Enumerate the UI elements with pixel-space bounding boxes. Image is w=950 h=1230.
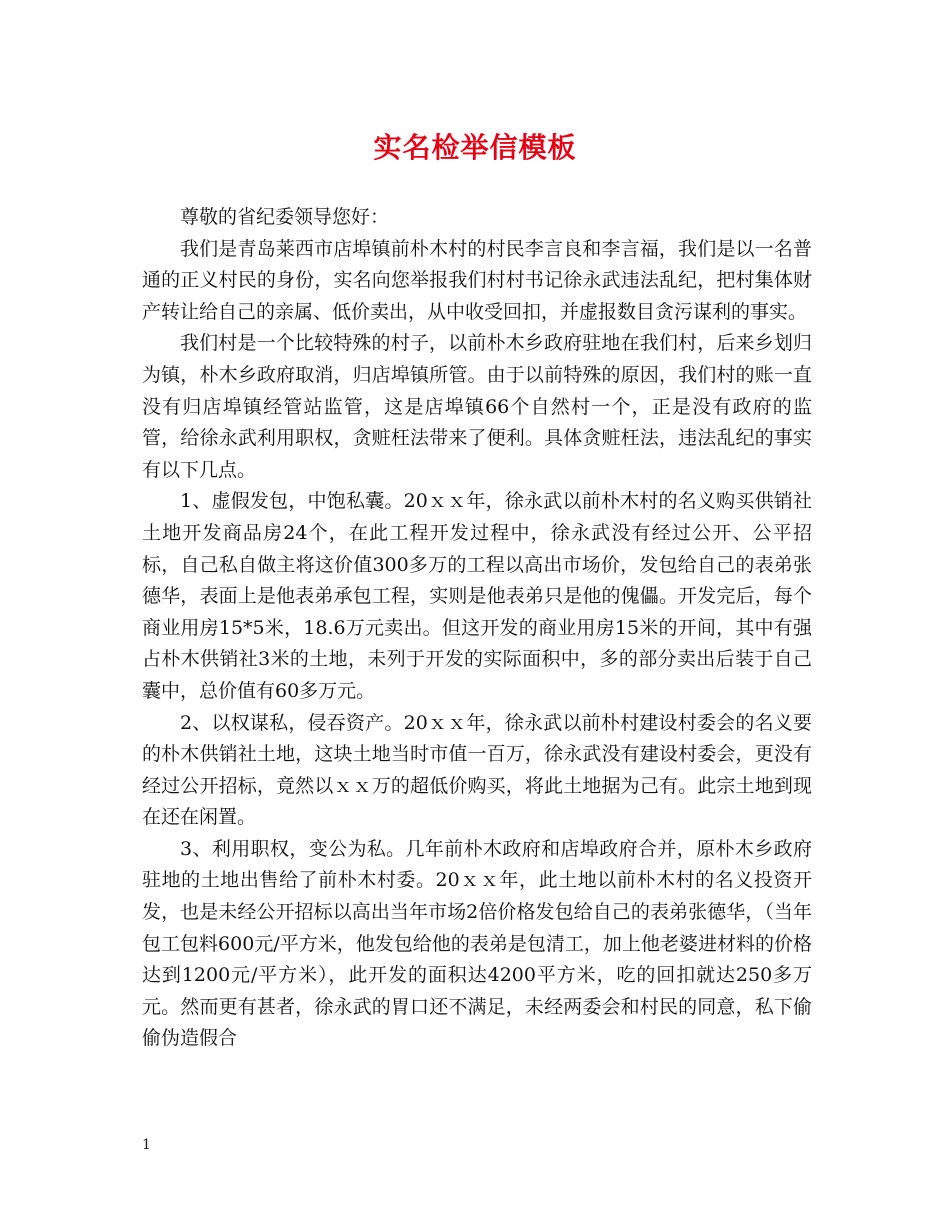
document-title: 实名检举信模板 bbox=[373, 131, 577, 164]
paragraph: 3、利用职权，变公为私。几年前朴木政府和店埠政府合并，原朴木乡政府驻地的土地出售给了前朴木村委。20ｘｘ年，此土地以前朴木村的名义投资开发，也是未经公开招标以高出当年市场2倍价格发包给自己的表弟张德华，（当年包工包料600元/平方米，他发包给他的表弟是包清工，加上他老婆进材料的价格达到1200元/平方米），此开发的面积达4200平方米，吃的回扣就达250多万元。然而更有甚者，徐永武的胃口还不满足，未经两委会和村民的同意，私下偷偷伪造假合 bbox=[142, 837, 812, 1050]
paragraph: 1、虚假发包，中饱私囊。20ｘｘ年，徐永武以前朴木村的名义购买供销社土地开发商品房24个，在此工程开发过程中，徐永武没有经过公开、公平招标，自己私自做主将这价值300多万的工程以高出市场价，发包给自己的表弟张德华，表面上是他表弟承包工程，实则是他表弟只是他的傀儡。开发完后，每个商业用房15*5米，18.6万元卖出。但这开发的商业用房15米的开间，其中有强占朴木供销社3米的土地，未列于开发的实际面积中，多的部分卖出后装于自己囊中，总价值有60多万元。 bbox=[142, 490, 812, 702]
salutation: 尊敬的省纪委领导您好： bbox=[180, 206, 390, 228]
paragraph: 我们是青岛莱西市店埠镇前朴木村的村民李言良和李言福，我们是以一名普通的正义村民的身份，实名向您举报我们村村书记徐永武违法乱纪，把村集体财产转让给自己的亲属、低价卖出，从中收受回扣，并虚报数目贪污谋利的事实。 bbox=[142, 237, 812, 323]
page-number: 1 bbox=[142, 1137, 151, 1153]
paragraph: 我们村是一个比较特殊的村子，以前朴木乡政府驻地在我们村，后来乡划归为镇，朴木乡政府取消，归店埠镇所管。由于以前特殊的原因，我们村的账一直没有归店埠镇经管站监管，这是店埠镇66个自然村一个，正是没有政府的监管，给徐永武利用职权，贪赃枉法带来了便利。具体贪赃枉法，违法乱纪的事实有以下几点。 bbox=[142, 332, 812, 481]
paragraph: 2、以权谋私，侵吞资产。20ｘｘ年，徐永武以前朴村建设村委会的名义要的朴木供销社土地，这块土地当时市值一百万，徐永武没有建设村委会，更没有经过公开招标，竟然以ｘｘ万的超低价购买，将此土地据为己有。此宗土地到现在还在闲置。 bbox=[142, 711, 812, 829]
document-body bbox=[142, 202, 812, 1055]
